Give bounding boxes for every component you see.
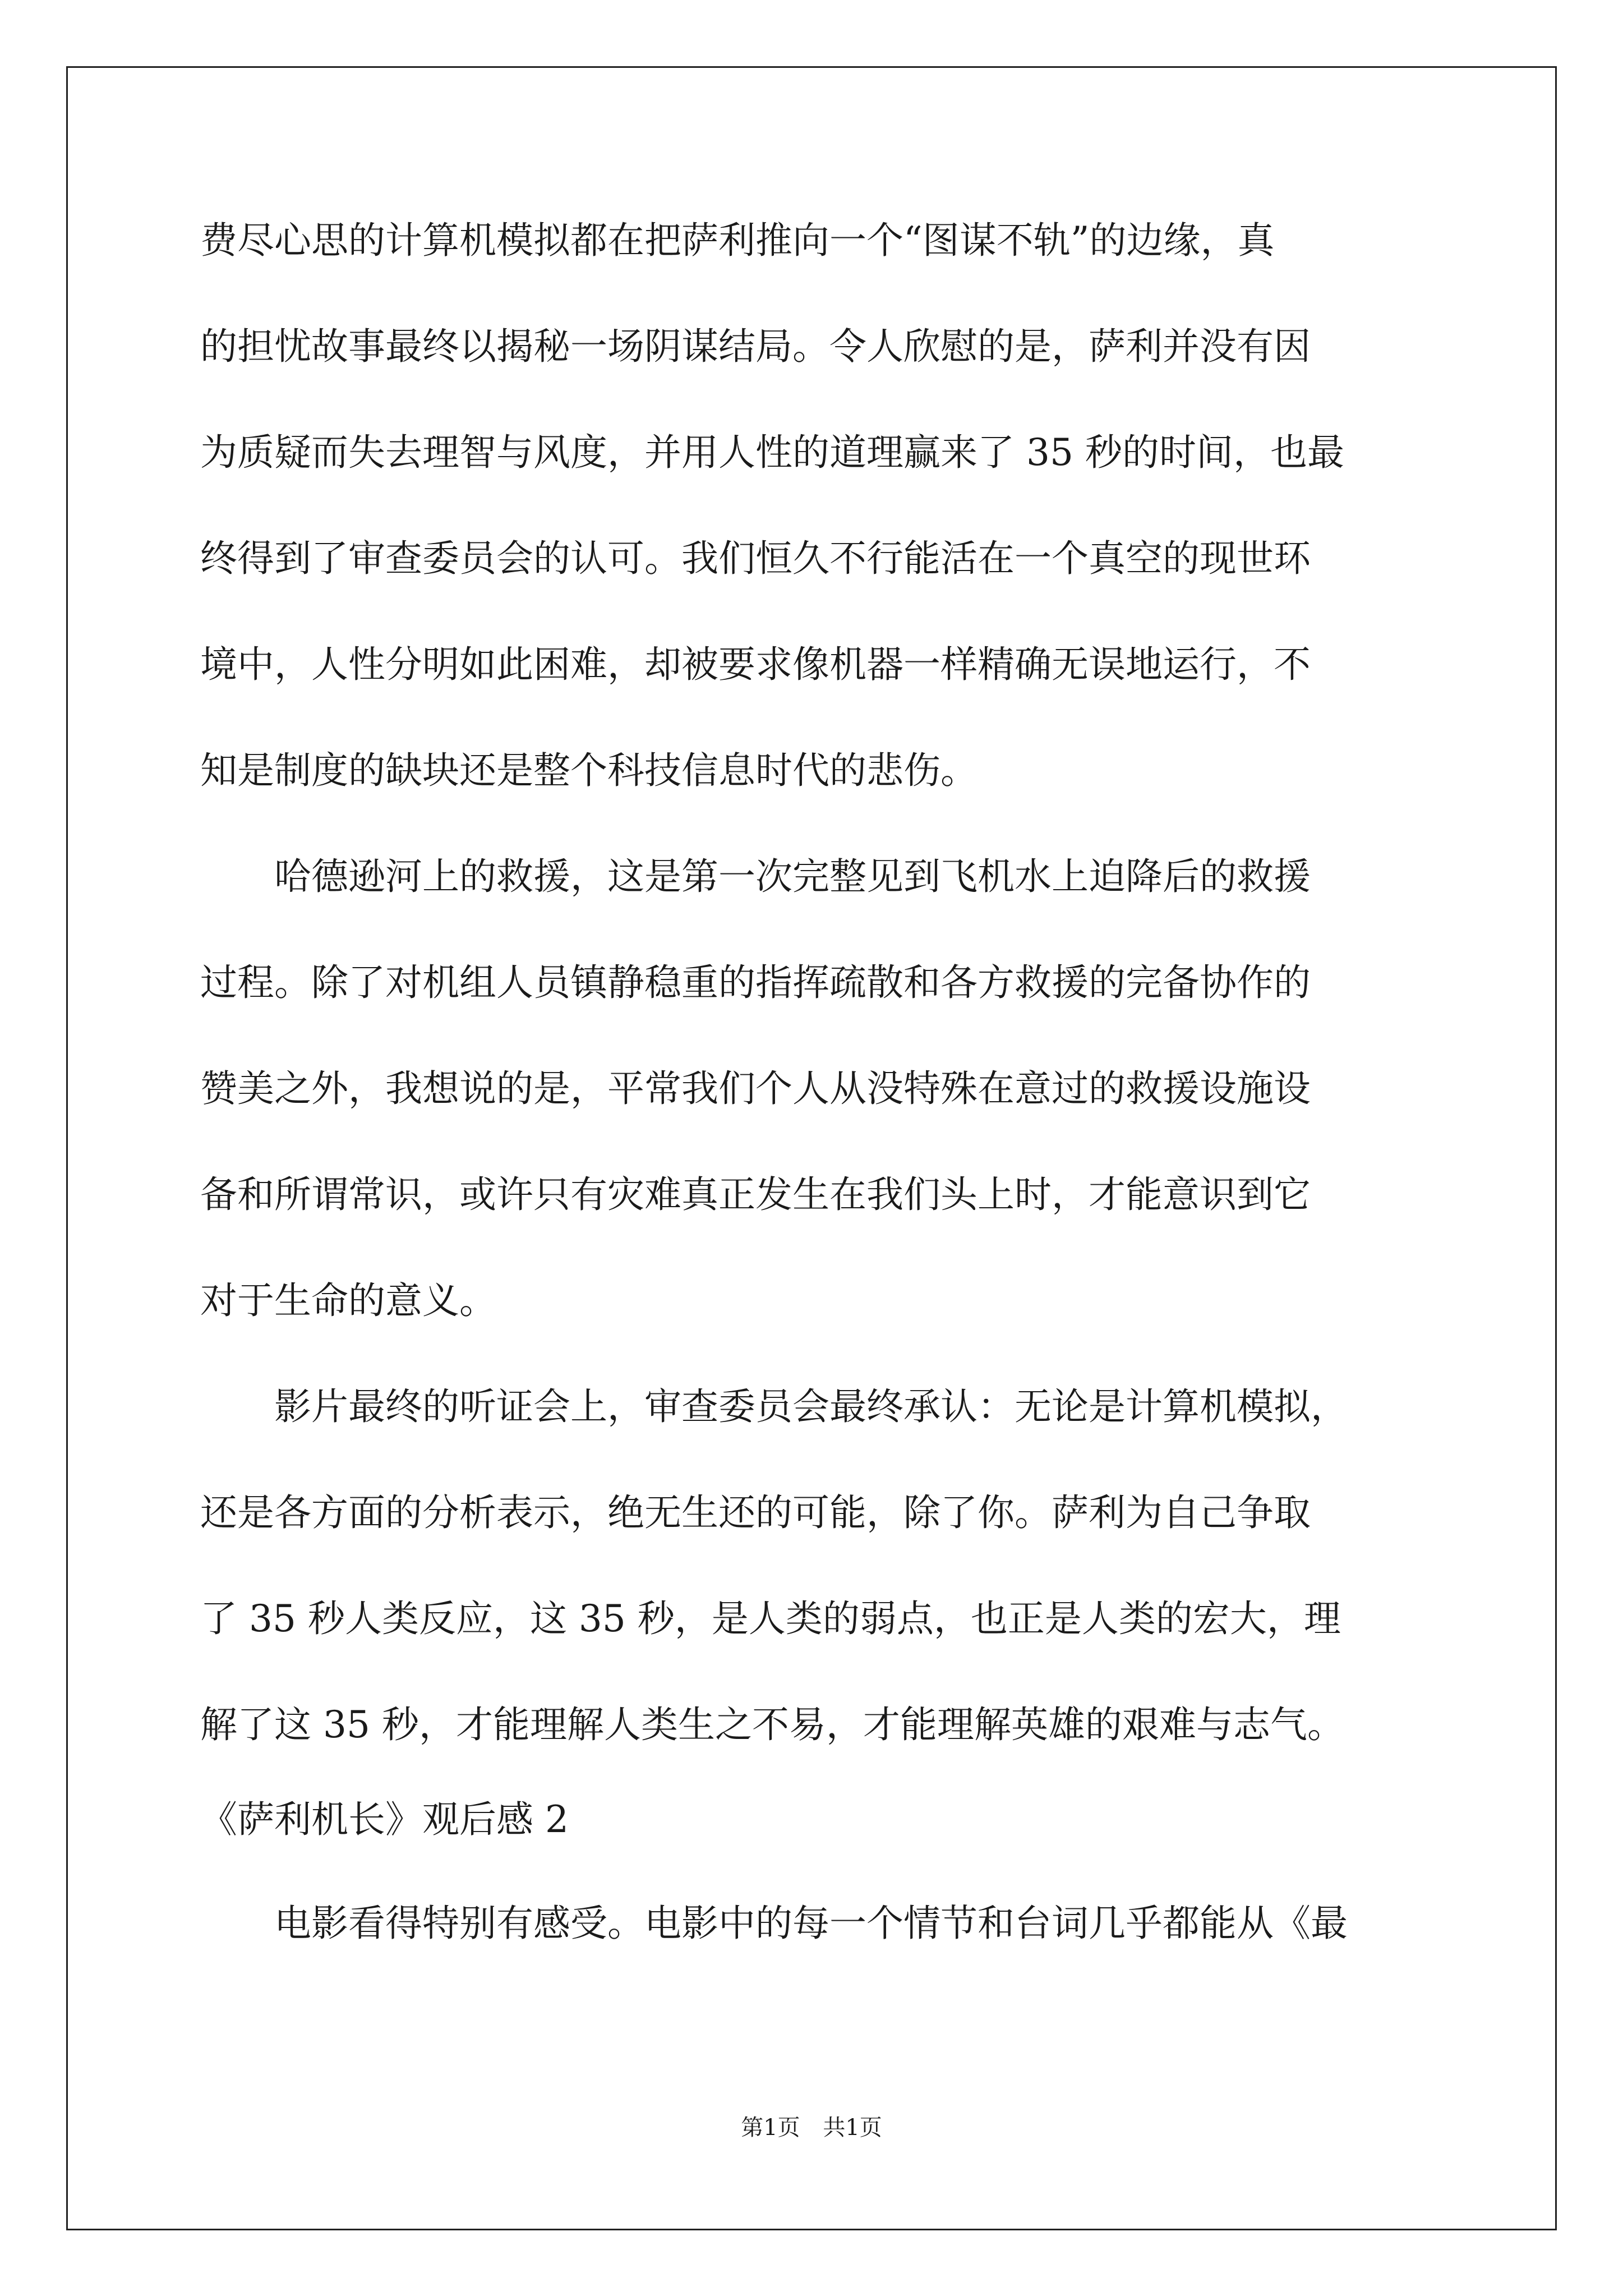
text-line: 解了这 35 秒，才能理解人类生之不易，才能理解英雄的艰难与志气。 xyxy=(200,1703,1344,1746)
text-line: 还是各方面的分析表示，绝无生还的可能，除了你。萨利为自己争取 xyxy=(200,1491,1311,1534)
paragraph-first-line: 影片最终的听证会上，审查委员会最终承认：无论是计算机模拟， xyxy=(274,1385,1348,1428)
text-line: 的担忧故事最终以揭秘一场阴谋结局。令人欣慰的是，萨利并没有因 xyxy=(200,325,1311,368)
section-heading: 《萨利机长》观后感 2 xyxy=(200,1798,569,1841)
text-line: 费尽心思的计算机模拟都在把萨利推向一个“图谋不轨”的边缘，真 xyxy=(200,219,1275,262)
text-line: 为质疑而失去理智与风度，并用人性的道理赢来了 35 秒的时间，也最 xyxy=(200,431,1344,474)
text-line: 备和所谓常识，或许只有灾难真正发生在我们头上时，才能意识到它 xyxy=(200,1173,1311,1216)
text-line: 终得到了审查委员会的认可。我们恒久不行能活在一个真空的现世环 xyxy=(200,537,1311,580)
text-line: 了 35 秒人类反应，这 35 秒，是人类的弱点，也正是人类的宏大，理 xyxy=(200,1597,1341,1640)
page-footer xyxy=(0,2112,1623,2143)
text-line: 境中，人性分明如此困难，却被要求像机器一样精确无误地运行，不 xyxy=(200,643,1311,686)
text-line: 赞美之外，我想说的是，平常我们个人从没特殊在意过的救援设施设 xyxy=(200,1067,1311,1110)
paragraph-first-line: 电影看得特别有感受。电影中的每一个情节和台词几乎都能从《最 xyxy=(274,1902,1348,1945)
page-total: 共1页 xyxy=(823,2115,882,2141)
text-line: 过程。除了对机组人员镇静稳重的指挥疏散和各方救援的完备协作的 xyxy=(200,961,1311,1004)
page-number: 第1页 xyxy=(741,2115,800,2141)
text-line: 对于生命的意义。 xyxy=(200,1279,496,1322)
text-line: 知是制度的缺块还是整个科技信息时代的悲伤。 xyxy=(200,749,978,792)
paragraph-first-line: 哈德逊河上的救援，这是第一次完整见到飞机水上迫降后的救援 xyxy=(274,855,1311,898)
